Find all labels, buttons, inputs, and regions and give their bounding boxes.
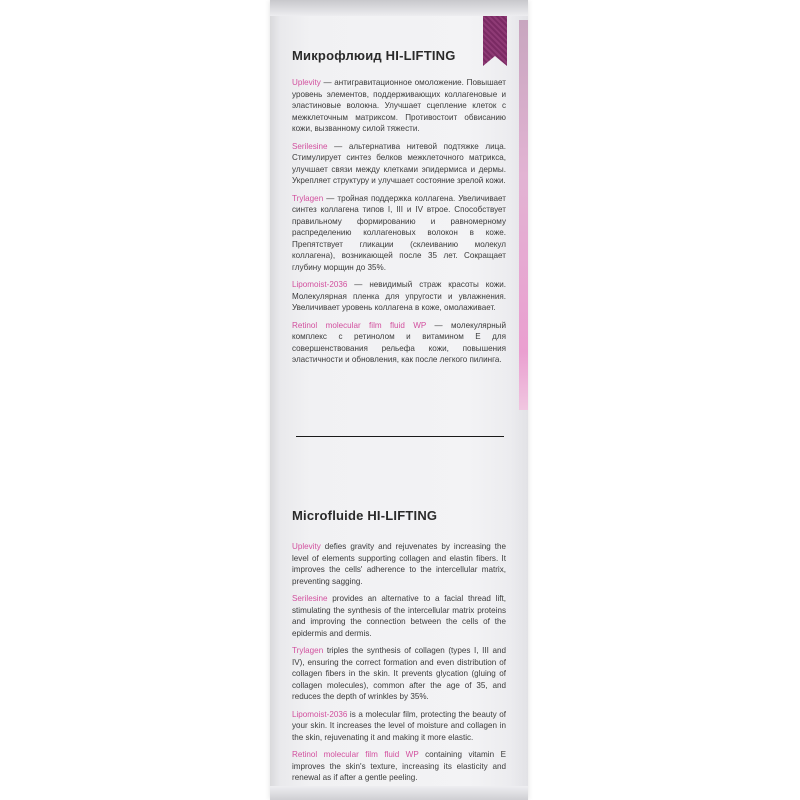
ingredient-term: Serilesine (292, 141, 328, 151)
product-box-side-panel (270, 0, 528, 800)
ingredient-term: Lipomoist-2036 (292, 280, 348, 289)
ru-paragraph (292, 320, 506, 366)
ru-paragraph (292, 77, 506, 135)
ingredient-description: — альтернатива нитевой подтяжке лица. Стимулирует синтез белков межклеточного матрикса, улучшает связи между клетками эпидермиса и дермы. Укрепляет структуру и улучшает состояние зрелой кожи. (292, 141, 506, 185)
ingredient-term: Retinol molecular film fluid WP (292, 750, 419, 759)
ingredient-description: defies gravity and rejuvenates by increasing the level of elements supporting collagen and elastin fibers. It improves the cells' adherence to the intercellular matrix, preventing sagging. (292, 542, 506, 586)
ingredient-description: — молекулярный комплекс с ретинолом и витамином Е для совершенствования рельефа кожи, повышения эластичности и обновления, как после легкого пилинга. (292, 320, 506, 364)
en-paragraph (292, 709, 506, 744)
ingredient-term: Uplevity (292, 78, 321, 87)
ingredient-term: Serilesine (292, 594, 328, 603)
english-description-section (292, 508, 506, 790)
ingredient-description: is a molecular film, protecting the beauty of your skin. It increases the level of moisture and collagen in the skin, rejuvenating it and making it more elastic. (292, 709, 506, 742)
ingredient-description: — антигравитационное омоложение. Повышает уровень элементов, поддерживающих коллагеновые и эластиновые волокна. Улучшает сцепление клеток с межклеточным матриксом. Противостоит обвисанию кожи, вызванному силой тяжести. (292, 78, 506, 133)
ingredient-description: provides an alternative to a facial thread lift, stimulating the synthesis of the intercellular matrix proteins and improving the connection between the cells of the epidermis and dermis. (292, 594, 506, 638)
ingredient-term: Trylagen (292, 193, 324, 203)
en-paragraph (292, 593, 506, 639)
ingredient-term: Trylagen (292, 646, 324, 655)
ingredient-term: Lipomoist-2036 (292, 709, 348, 719)
en-paragraph (292, 541, 506, 587)
ingredient-description: — невидимый страж красоты кожи. Молекулярная пленка для упругости и увлажнения. Увеличивает уровень коллагена в коже, омолаживает. (292, 280, 506, 312)
ingredient-description: triples the synthesis of collagen (types I, III and IV), ensuring the correct formation and even distribution of collagen fibers in the skin. It prevents glycation (gluing of collagen molecules), common after the age of 35, and reduces the depth of wrinkles by 35%. (292, 646, 506, 701)
box-bottom-edge (270, 786, 528, 800)
russian-description-section (292, 48, 506, 372)
box-top-edge (270, 0, 528, 16)
en-paragraph (292, 749, 506, 784)
ingredient-description: — тройная поддержка коллагена. Увеличивает синтез коллагена типов I, III и IV втрое. Способствует правильному формированию и равномерному распределению коллагеновых волокон в коже. Препятствует гликации (склеиванию молекул коллагена), возникающей после 35 лет. Сокращает глубину морщин до 35%. (292, 193, 506, 272)
en-paragraph (292, 645, 506, 703)
ru-paragraph (292, 279, 506, 314)
ingredient-description: containing vitamin E improves the skin's texture, increasing its elasticity and renewal as if after a gentle peeling. (292, 750, 506, 782)
ru-paragraph (292, 193, 506, 274)
ingredient-term: Uplevity (292, 542, 321, 551)
ru-title: Микрофлюид HI-LIFTING (292, 48, 456, 63)
en-title: Microfluide HI-LIFTING (292, 508, 438, 523)
section-divider (296, 436, 504, 437)
ru-paragraph (292, 141, 506, 187)
ingredient-term: Retinol molecular film fluid WP (292, 320, 427, 330)
pink-edge-strip (519, 20, 528, 410)
